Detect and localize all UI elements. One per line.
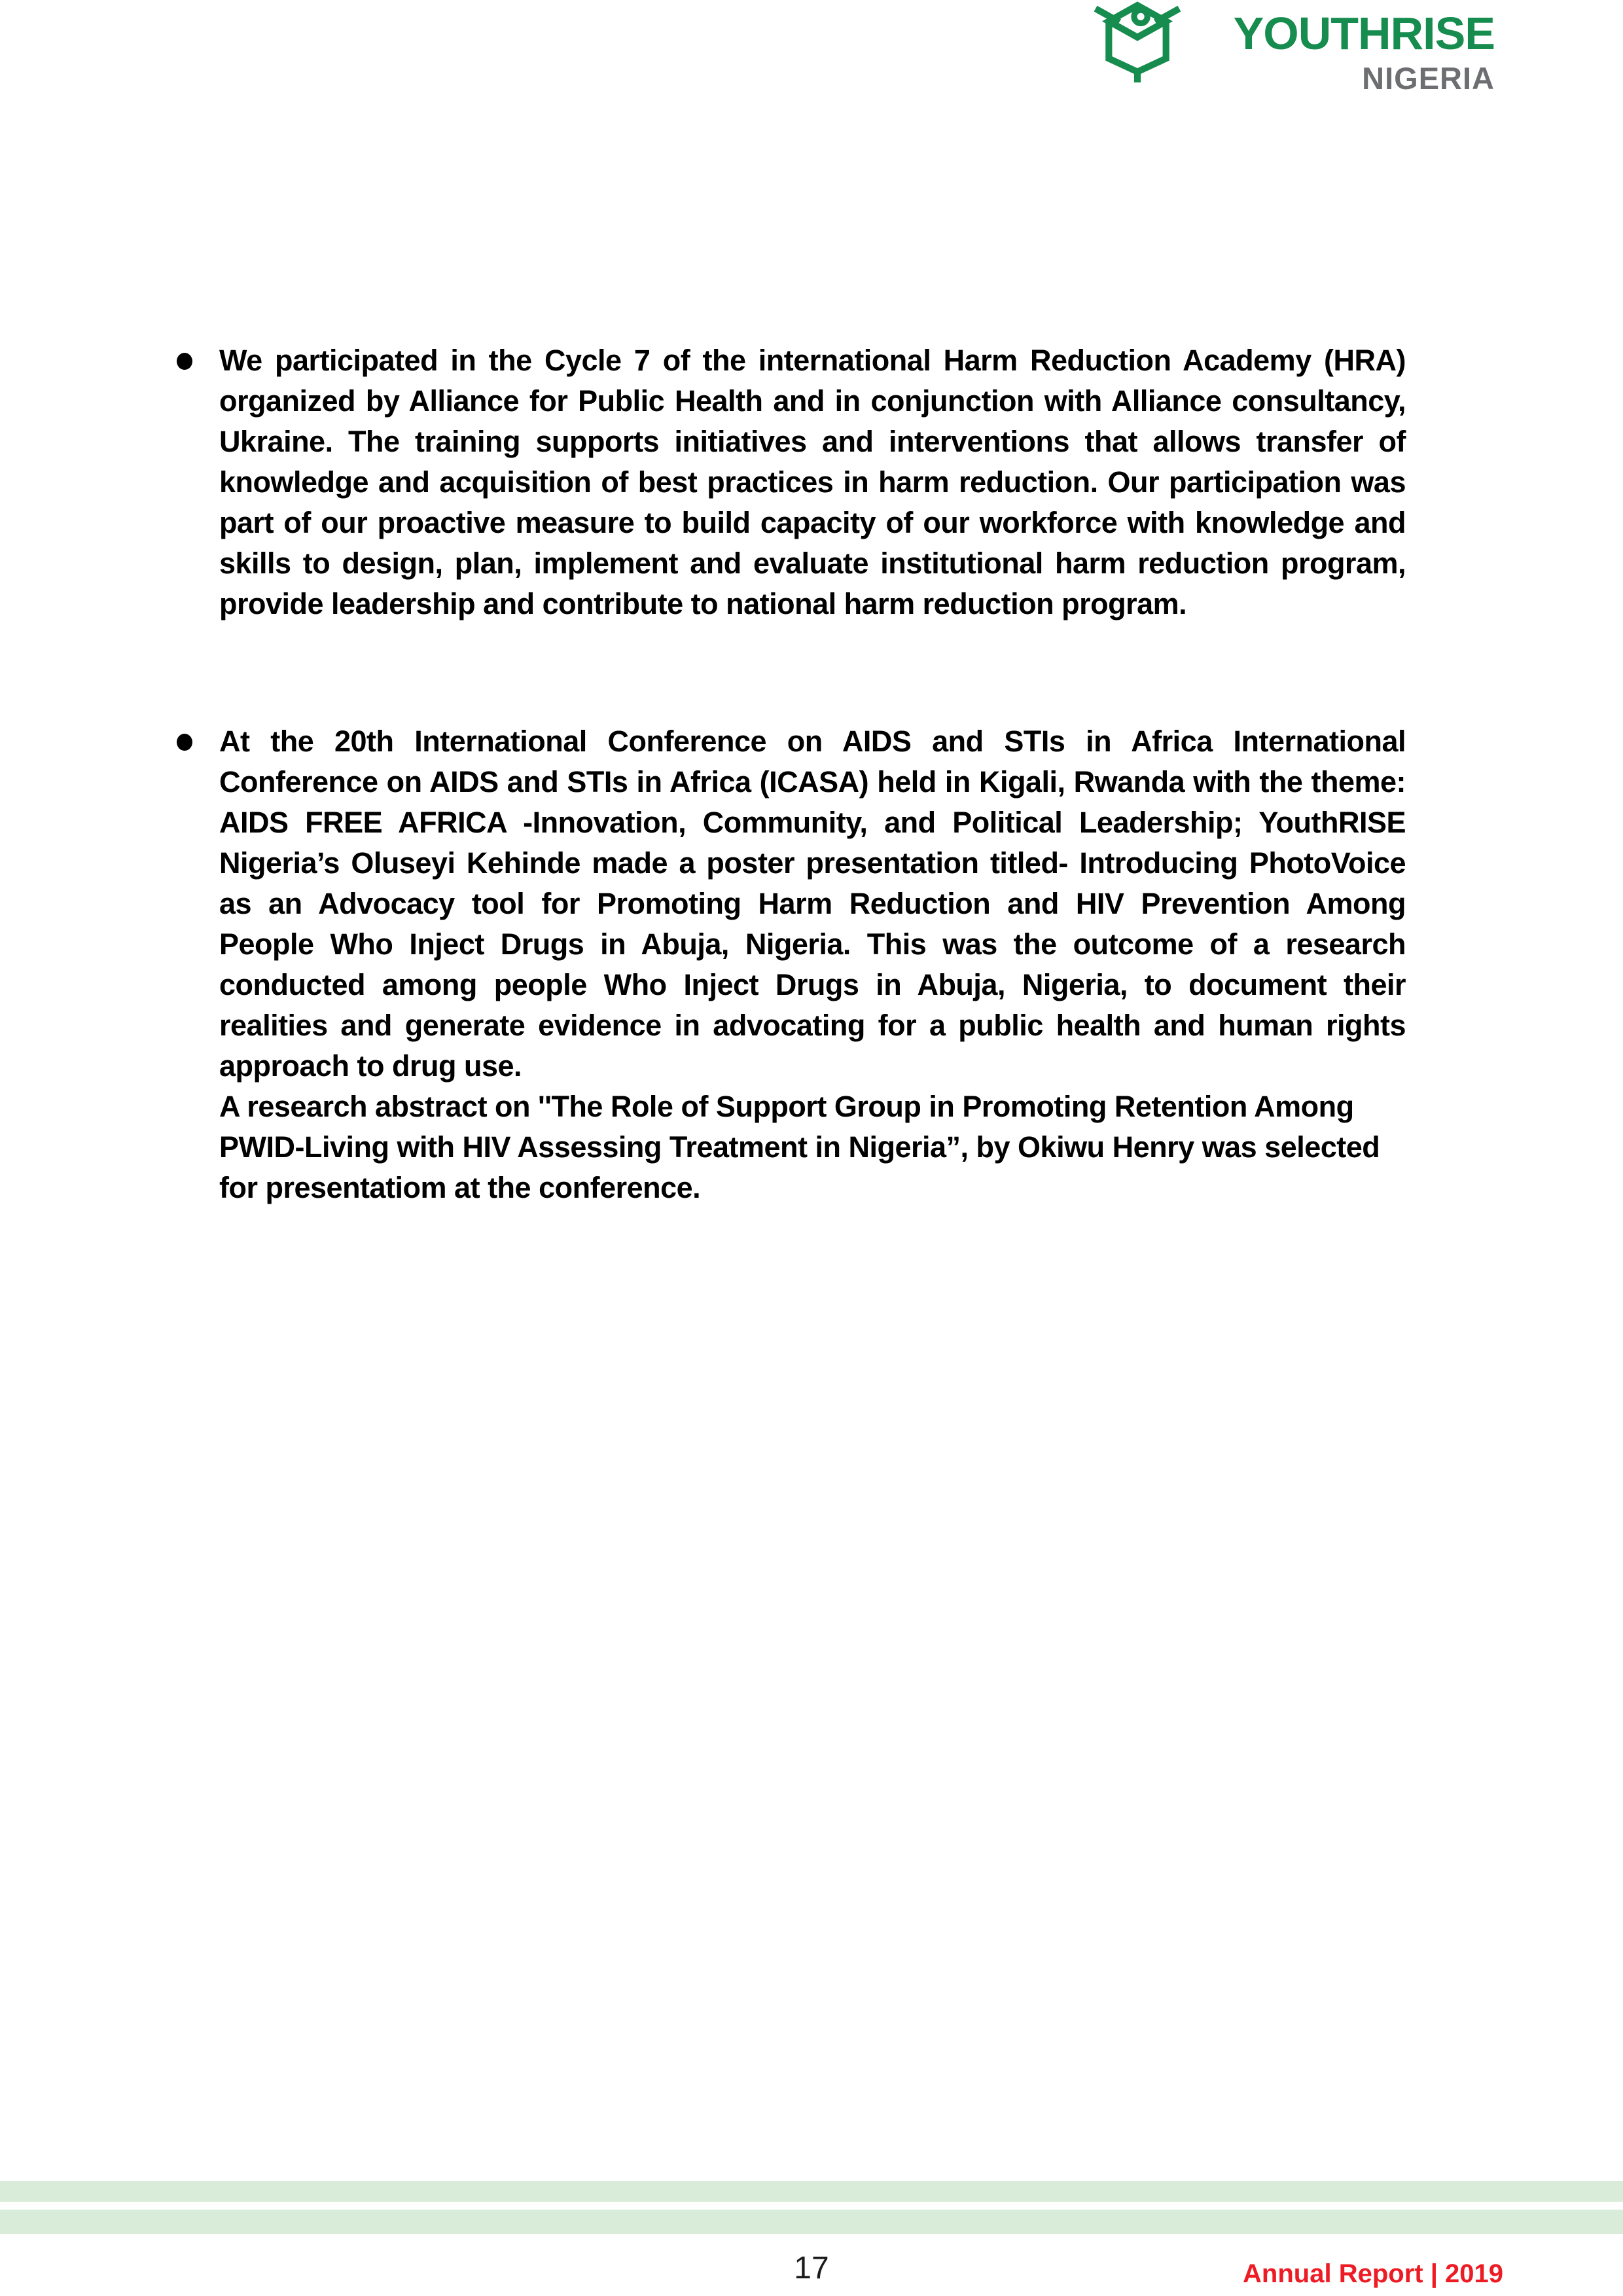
bullet-list	[175, 340, 1406, 1305]
bullet-body	[219, 721, 1406, 1208]
footer-divider-bar-bottom	[0, 2210, 1623, 2234]
bullet-item-icasa-conference	[175, 721, 1406, 1208]
page-number: 17	[794, 2251, 829, 2286]
bullet-dot-column	[175, 340, 219, 624]
logo-subtitle: NIGERIA	[1362, 61, 1495, 96]
footer-divider-bar-top	[0, 2181, 1623, 2202]
bullet-item-harm-reduction-academy	[175, 340, 1406, 624]
report-title-label: Annual Report | 2019	[1243, 2259, 1503, 2288]
bullet-body	[219, 340, 1406, 624]
bullet-subtext: A research abstract on ''The Role of Support Group in Promoting Retention Among PWID-Living with HIV Assessing Treatment in Nigeria”, by Okiwu Henry was selected for presentatiom at the conference.	[219, 1090, 1380, 1204]
bullet-icon	[177, 734, 192, 751]
bullet-dot-column	[175, 721, 219, 1208]
bullet-text: We participated in the Cycle 7 of the international Harm Reduction Academy (HRA) organized by Alliance for Public Health and in conjunction with Alliance consultancy, Ukraine. The training supports initiatives and interventions that allows transfer of knowledge and acquisition of best practices in harm reduction. Our participation was part of our proactive measure to build capacity of our workforce with knowledge and skills to design, plan, implement and evaluate institutional harm reduction program, provide leadership and contribute to national harm reduction program.	[219, 344, 1406, 620]
logo-text	[1190, 0, 1495, 94]
bullet-text: At the 20th International Conference on AIDS and STIs in Africa International Conference on AIDS and STIs in Africa (ICASA) held in Kigali, Rwanda with the theme: AIDS FREE AFRICA -Innovation, Community, and Political Leadership; YouthRISE Nigeria’s Oluseyi Kehinde made a poster presentation titled- Introducing PhotoVoice as an Advocacy tool for Promoting Harm Reduction and HIV Prevention Among People Who Inject Drugs in Abuja, Nigeria. This was the outcome of a research conducted among people Who Inject Drugs in Abuja, Nigeria, to document their realities and generate evidence in advocating for a public health and human rights approach to drug use.	[219, 725, 1406, 1083]
cube-person-icon	[1094, 1, 1181, 82]
logo-title: YOUTHRISE	[1233, 8, 1495, 59]
bullet-icon	[177, 353, 192, 370]
youthrise-logo	[1094, 0, 1495, 94]
